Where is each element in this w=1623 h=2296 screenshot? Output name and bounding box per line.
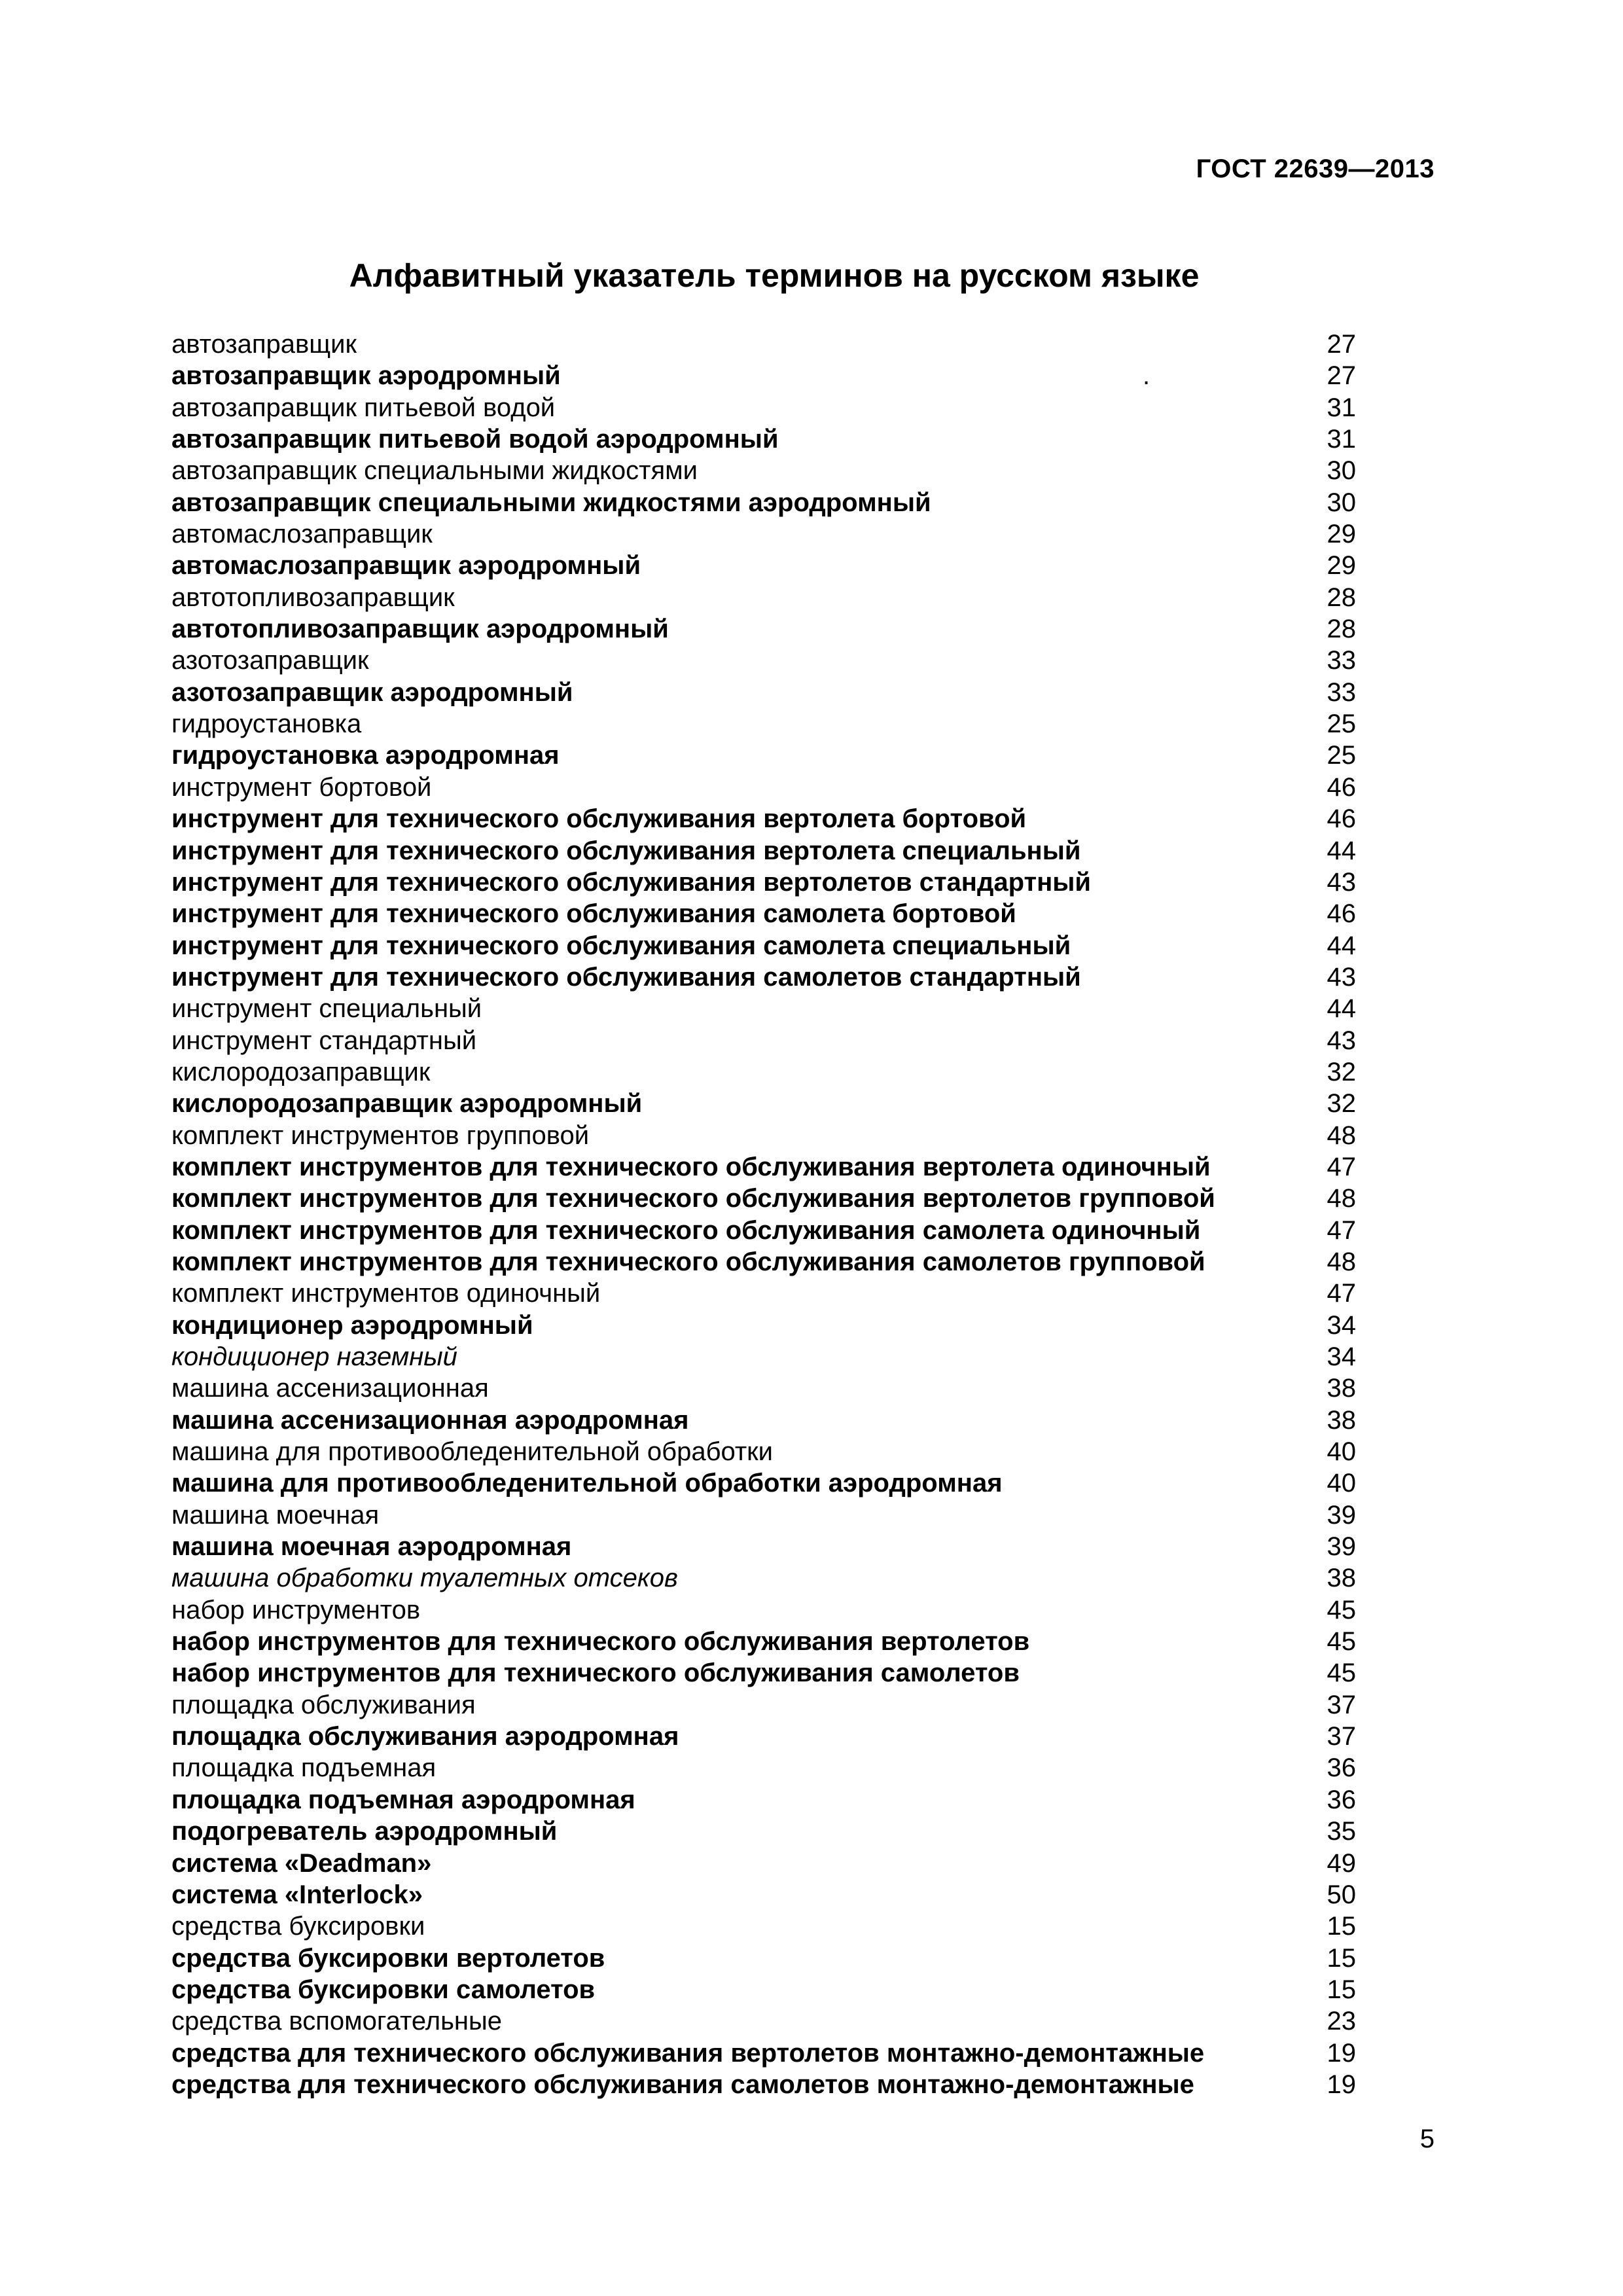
index-term: автозаправщик питьевой водой аэродромный [171,425,779,454]
index-entry [171,1721,1356,1752]
index-entry [171,677,1356,708]
index-term: набор инструментов для технического обслуживания вертолетов [171,1627,1030,1657]
index-entry [171,1088,1356,1119]
index-entry [171,582,1356,613]
index-page-number: 48 [1327,1121,1356,1150]
index-page-number: 39 [1327,1532,1356,1562]
index-entry [171,708,1356,740]
index-page-number: 48 [1327,1184,1356,1213]
index-term: комплект инструментов для технического обслуживания самолетов групповой [171,1247,1205,1276]
index-page-number: 31 [1327,425,1356,454]
index-entry [171,645,1356,676]
index-term: инструмент для технического обслуживания самолета бортовой [171,899,1016,929]
index-term: набор инструментов [171,1595,421,1624]
index-term: комплект инструментов одиночный [171,1279,601,1308]
index-entry [171,455,1356,486]
index-page-number: 40 [1327,1437,1356,1467]
index-entry [171,1215,1356,1246]
index-term: площадка обслуживания аэродромная [171,1722,679,1751]
index-term: инструмент стандартный [171,1026,477,1055]
index-term: гидроустановка аэродромная [171,741,560,770]
index-page-number: 15 [1327,1912,1356,1941]
index-page-number: 34 [1327,1342,1356,1371]
index-entry [171,993,1356,1024]
index-entry [171,1848,1356,1879]
index-page-number: 37 [1327,1722,1356,1751]
index-entry [171,898,1356,929]
index-entry [171,1943,1356,1974]
index-page-number: 28 [1327,583,1356,612]
index-page-number: 31 [1327,393,1356,422]
index-entry [171,1151,1356,1183]
index-page-number: 45 [1327,1595,1356,1624]
index-entry [171,1405,1356,1436]
index-entry [171,2069,1356,2100]
index-term: система «Interlock» [171,1880,423,1909]
index-entry [171,1436,1356,1467]
index-entry [171,2005,1356,2037]
index-entry [171,740,1356,771]
index-entry [171,329,1356,360]
index-term: комплект инструментов групповой [171,1121,590,1150]
index-page-number: 43 [1327,867,1356,897]
index-page-number: 47 [1327,1279,1356,1308]
index-entry [171,1025,1356,1056]
index-term: автозаправщик специальными жидкостями аэродромный [171,488,931,517]
index-entry [171,423,1356,455]
index-entry [171,1879,1356,1910]
index-term: кондиционер аэродромный [171,1310,533,1340]
index-entry [171,518,1356,550]
index-entry [171,1657,1356,1689]
index-entry [171,1910,1356,1942]
page-number: 5 [1419,2125,1435,2153]
index-entry [171,1278,1356,1309]
index-term: автозаправщик питьевой водой [171,393,556,422]
index-term: автомаслозаправщик аэродромный [171,551,641,581]
index-page-number: 44 [1327,931,1356,960]
index-term: гидроустановка [171,709,362,739]
index-page-number: 30 [1327,456,1356,486]
index-entry [171,1689,1356,1721]
index-term: подогреватель аэродромный [171,1817,558,1846]
index-entry [171,1816,1356,1847]
index-page-number: 25 [1327,709,1356,739]
index-entry [171,961,1356,993]
index-entry [171,392,1356,423]
index-entry [171,613,1356,645]
index-page-number: 46 [1327,804,1356,834]
index-entry [171,360,1356,391]
index-page-number: 36 [1327,1785,1356,1814]
index-entry [171,867,1356,898]
index-term: машина для противообледенительной обработки [171,1437,774,1467]
index-page-number: 19 [1327,2070,1356,2099]
index-page-number: 38 [1327,1374,1356,1403]
index-entry [171,1056,1356,1088]
index-page-number: 19 [1327,2038,1356,2068]
index-page-number: 44 [1327,836,1356,865]
index-entry [171,835,1356,867]
index-term: средства буксировки самолетов [171,1975,596,2004]
page-title: Алфавитный указатель терминов на русском языке [349,257,1200,294]
index-term: машина моечная аэродромная [171,1532,572,1562]
index-page-number: 43 [1327,1026,1356,1055]
index-term: автомаслозаправщик [171,520,433,549]
index-term: кислородозаправщик [171,1057,431,1086]
index-term: кондиционер наземный [171,1342,457,1371]
index-page-number: 33 [1327,677,1356,707]
index-page-number: 32 [1327,1089,1356,1119]
index-entry [171,1784,1356,1816]
index-term: набор инструментов для технического обслуживания самолетов [171,1659,1020,1688]
index-entry [171,1120,1356,1151]
index-page-number: 39 [1327,1500,1356,1530]
index-term: средства буксировки вертолетов [171,1943,605,1973]
index-entry [171,1626,1356,1657]
index-page-number: 23 [1327,2007,1356,2036]
index-entry [171,1499,1356,1531]
index-term: машина ассенизационная [171,1374,489,1403]
index-entry [171,1467,1356,1499]
index-page-number: 30 [1327,488,1356,517]
index-term: инструмент для технического обслуживания вертолета специальный [171,836,1081,865]
index-page-number: 47 [1327,1152,1356,1181]
index-term: машина ассенизационная аэродромная [171,1405,689,1435]
index-term: инструмент для технического обслуживания вертолетов стандартный [171,867,1091,897]
index-entry [171,550,1356,581]
index-entry [171,487,1356,518]
index-term: автозаправщик [171,330,357,359]
index-term: площадка подъемная [171,1753,437,1783]
index-page-number: 29 [1327,520,1356,549]
index-page-number: 49 [1327,1848,1356,1878]
index-term: автотопливозаправщик аэродромный [171,615,669,644]
index-entry [171,1372,1356,1404]
index-page-number: 40 [1327,1469,1356,1498]
index-term: азотозаправщик [171,646,369,675]
index-term: площадка подъемная аэродромная [171,1785,635,1814]
index-term: автозаправщик аэродромный [171,361,561,391]
index-page-number: 48 [1327,1247,1356,1276]
index-term: комплект инструментов для технического обслуживания вертолета одиночный [171,1152,1211,1181]
stray-mark: . [1143,361,1150,391]
index-term: инструмент для технического обслуживания вертолета бортовой [171,804,1027,834]
index-page-number: 25 [1327,741,1356,770]
index-page-number: 33 [1327,646,1356,675]
index-term: средства буксировки [171,1912,425,1941]
index-term: площадка обслуживания [171,1690,476,1719]
index-term: автотопливозаправщик [171,583,455,612]
index-entry [171,1246,1356,1278]
index-page-number: 46 [1327,899,1356,929]
index-term: машина для противообледенительной обработки аэродромная [171,1469,1003,1498]
index-term: комплект инструментов для технического обслуживания вертолетов групповой [171,1184,1215,1213]
index-page-number: 15 [1327,1943,1356,1973]
index-entry [171,930,1356,961]
index-page-number: 44 [1327,994,1356,1024]
index-page-number: 45 [1327,1659,1356,1688]
term-index-list [171,329,1356,2100]
index-entry [171,1341,1356,1372]
index-entry [171,2037,1356,2069]
index-page-number: 34 [1327,1310,1356,1340]
index-page-number: 43 [1327,962,1356,992]
index-page-number: 27 [1327,361,1356,391]
index-entry [171,803,1356,834]
index-entry [171,1183,1356,1214]
index-entry [171,1562,1356,1594]
index-entry [171,1974,1356,2005]
index-page-number: 38 [1327,1564,1356,1593]
index-term: средства вспомогательные [171,2007,503,2036]
index-entry [171,772,1356,803]
index-entry [171,1594,1356,1626]
index-term: автозаправщик специальными жидкостями [171,456,698,486]
index-term: азотозаправщик аэродромный [171,677,573,707]
index-page-number: 36 [1327,1753,1356,1783]
index-term: инструмент бортовой [171,772,432,802]
index-term: комплект инструментов для технического обслуживания самолета одиночный [171,1215,1201,1245]
index-entry [171,1310,1356,1341]
index-page-number: 32 [1327,1057,1356,1086]
index-page-number: 50 [1327,1880,1356,1909]
index-page-number: 29 [1327,551,1356,581]
index-page-number: 38 [1327,1405,1356,1435]
index-entry [171,1752,1356,1784]
index-term: средства для технического обслуживания вертолетов монтажно-демонтажные [171,2038,1205,2068]
document-header: ГОСТ 22639—2013 [1196,154,1435,183]
index-page-number: 15 [1327,1975,1356,2004]
index-term: кислородозаправщик аэродромный [171,1089,643,1119]
index-page-number: 28 [1327,615,1356,644]
index-page-number: 35 [1327,1817,1356,1846]
index-page-number: 47 [1327,1215,1356,1245]
index-term: средства для технического обслуживания самолетов монтажно-демонтажные [171,2070,1194,2099]
index-page-number: 27 [1327,330,1356,359]
index-page-number: 45 [1327,1627,1356,1657]
index-term: машина обработки туалетных отсеков [171,1564,678,1593]
index-term: инструмент специальный [171,994,482,1024]
index-entry [171,1531,1356,1562]
index-page-number: 37 [1327,1690,1356,1719]
index-term: машина моечная [171,1500,380,1530]
index-page-number: 46 [1327,772,1356,802]
index-term: система «Deadman» [171,1848,432,1878]
index-term: инструмент для технического обслуживания самолета специальный [171,931,1071,960]
index-term: инструмент для технического обслуживания самолетов стандартный [171,962,1081,992]
